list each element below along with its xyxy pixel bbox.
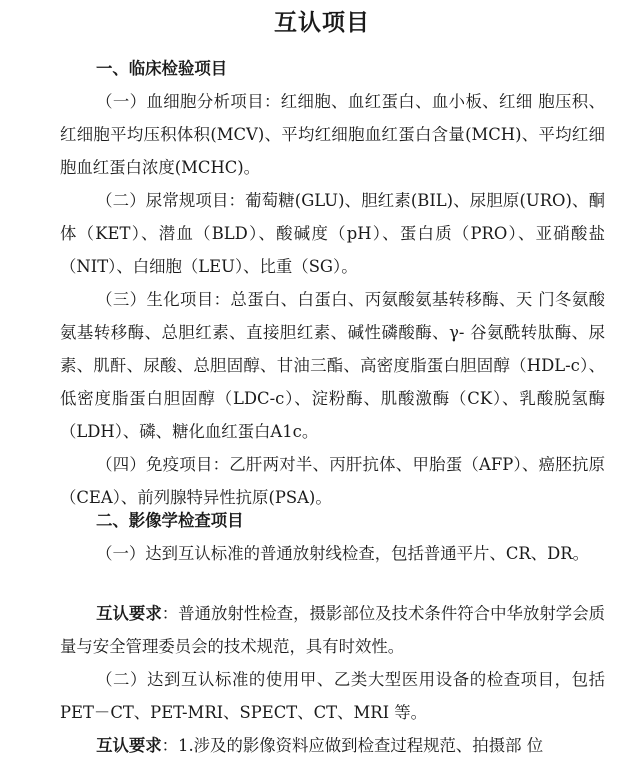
paragraph-large-equipment: （二）达到互认标准的使用甲、乙类大型医用设备的检查项目，包括 PET－CT、PET-MRI、SPECT、CT、MRI 等。 [60, 670, 605, 722]
paragraph-radiography-requirement [60, 597, 605, 663]
requirement-text: ：1.涉及的影像资料应做到检查过程规范、拍摄部 位 [161, 736, 544, 755]
paragraph-urine-routine: （二）尿常规项目：葡萄糖(GLU)、胆红素(BIL)、尿胆原(URO)、酮体（KET）、潜血（BLD）、酸碱度（pH）、蛋白质（PRO）、亚硝酸盐（NIT）、白细胞（LEU）、比重（SG）。 [60, 191, 605, 276]
requirement-label: 互认要求 [96, 604, 162, 623]
page-title: 互认项目 [274, 10, 370, 36]
paragraph-biochemistry: （三）生化项目：总蛋白、白蛋白、丙氨酸氨基转移酶、天 门冬氨酸氨基转移酶、总胆红素、直接胆红素、碱性磷酸酶、γ- 谷氨酰转肽酶、尿素、肌酐、尿酸、总胆固醇、甘油三酯、高密度脂蛋白胆固醇（HDL-c）、低密度脂蛋白胆固醇（LDC-c）、淀粉酶、肌酸激酶（CK）、乳酸脱氢酶（LDH）、磷、糖化血红蛋白A1c。 [60, 290, 605, 441]
paragraph-general-radiography: （一）达到互认标准的普通放射线检查，包括普通平片、CR、DR。 [96, 544, 589, 563]
requirement-label: 互认要求 [96, 736, 162, 755]
paragraph-immunology: （四）免疫项目：乙肝两对半、丙肝抗体、甲胎蛋（AFP）、癌胚抗原（CEA）、前列腺特异性抗原(PSA)。 [60, 455, 605, 507]
section-heading-clinical-lab: 一、临床检验项目 [96, 59, 228, 78]
paragraph-large-equipment-requirement [60, 729, 605, 762]
paragraph-blood-cell-analysis: （一）血细胞分析项目：红细胞、血红蛋白、血小板、红细 胞压积、红细胞平均压积体积(MCV)、平均红细胞血红蛋白含量(MCH)、平均红细胞血红蛋白浓度(MCHC)。 [60, 92, 605, 177]
section-heading-imaging: 二、影像学检查项目 [96, 511, 244, 530]
requirement-text: ：普通放射性检查，摄影部位及技术条件符合中华放射学会质量与安全管理委员会的技术规范，具有时效性。 [60, 604, 605, 656]
